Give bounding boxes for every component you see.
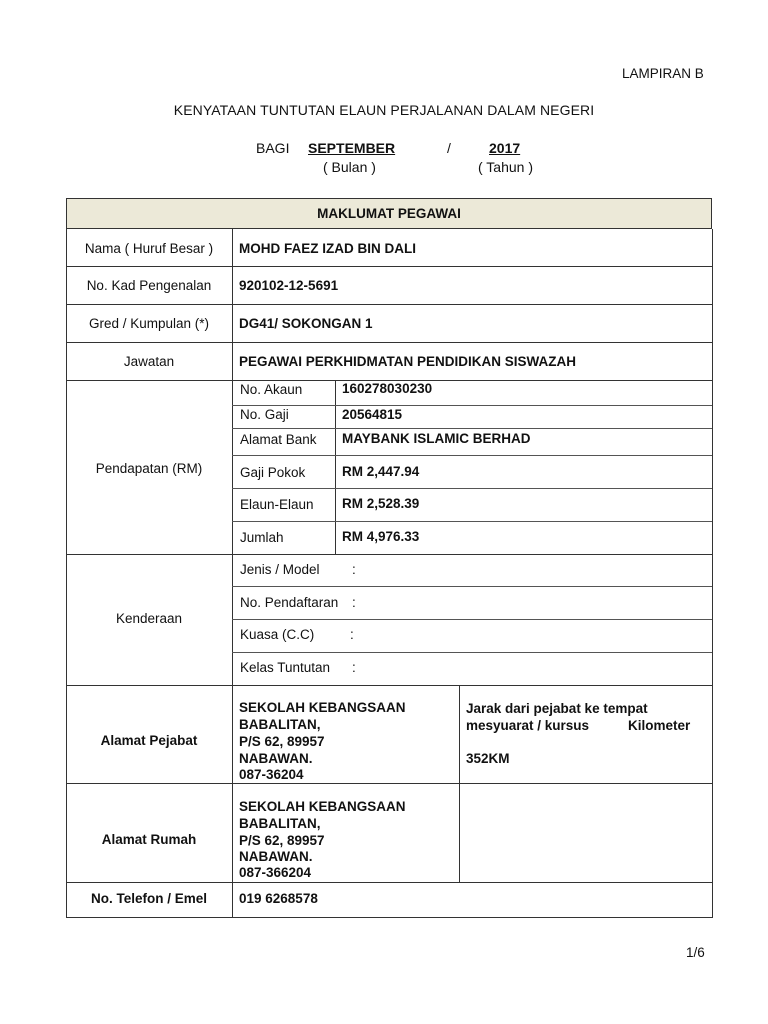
no-pendaftaran-label: No. Pendaftaran xyxy=(240,595,339,610)
jenis-model-colon: : xyxy=(352,562,356,577)
alamat-bank-value: MAYBANK ISLAMIC BERHAD xyxy=(342,431,531,446)
rumah-line-3: P/S 62, 89957 xyxy=(239,833,325,848)
sub-row-divider xyxy=(232,619,712,620)
tahun-value: 2017 xyxy=(489,140,521,156)
jenis-model-label: Jenis / Model xyxy=(240,562,320,577)
sub-row-divider xyxy=(232,455,712,456)
section-header: MAKLUMAT PEGAWAI xyxy=(66,198,712,229)
no-akaun-value: 160278030230 xyxy=(342,381,433,396)
jarak-line-2a: mesyuarat / kursus xyxy=(466,718,590,733)
row-divider xyxy=(66,917,713,918)
period-separator: / xyxy=(447,140,451,156)
rumah-line-2: BABALITAN, xyxy=(239,816,321,831)
pejabat-line-3: P/S 62, 89957 xyxy=(239,734,325,749)
pendapatan-divider xyxy=(335,380,336,554)
elaun-label: Elaun-Elaun xyxy=(240,497,314,512)
alamat-rumah-label: Alamat Rumah xyxy=(101,832,197,847)
jarak-line-1: Jarak dari pejabat ke tempat xyxy=(466,701,648,716)
pejabat-line-2: BABALITAN, xyxy=(239,717,321,732)
document-title: KENYATAAN TUNTUTAN ELAUN PERJALANAN DALAM NEGERI xyxy=(173,102,595,118)
sub-row-divider xyxy=(232,586,712,587)
sub-row-divider xyxy=(232,652,712,653)
alamat-bank-label: Alamat Bank xyxy=(240,432,317,447)
jumlah-label: Jumlah xyxy=(240,530,284,545)
bulan-hint: ( Bulan ) xyxy=(323,159,376,175)
gaji-pokok-value: RM 2,447.94 xyxy=(342,464,420,479)
ic-value: 920102-12-5691 xyxy=(239,278,339,293)
rumah-line-1: SEKOLAH KEBANGSAAN xyxy=(239,799,406,814)
jawatan-label: Jawatan xyxy=(123,354,175,369)
gred-value: DG41/ SOKONGAN 1 xyxy=(239,316,373,331)
jarak-line-2b: Kilometer xyxy=(628,718,691,733)
nama-label: Nama ( Huruf Besar ) xyxy=(84,241,214,256)
kelas-tuntutan-label: Kelas Tuntutan xyxy=(240,660,331,675)
jawatan-value: PEGAWAI PERKHIDMATAN PENDIDIKAN SISWAZAH xyxy=(239,354,577,369)
bulan-value: SEPTEMBER xyxy=(308,140,396,156)
row-divider xyxy=(66,783,712,784)
row-divider xyxy=(66,882,712,883)
telefon-value: 019 6268578 xyxy=(239,891,318,906)
gred-label: Gred / Kumpulan (*) xyxy=(88,316,210,331)
pejabat-line-4: NABAWAN. xyxy=(239,751,313,766)
sub-row-divider xyxy=(232,521,712,522)
kenderaan-label: Kenderaan xyxy=(115,611,183,626)
ic-label: No. Kad Pengenalan xyxy=(86,278,212,293)
kuasa-colon: : xyxy=(350,627,354,642)
kelas-tuntutan-colon: : xyxy=(352,660,356,675)
page-number: 1/6 xyxy=(686,945,705,960)
table-border-left xyxy=(66,229,67,918)
sub-row-divider xyxy=(232,488,712,489)
rumah-line-4: NABAWAN. xyxy=(239,849,313,864)
sub-row-divider xyxy=(232,405,712,406)
jumlah-value: RM 4,976.33 xyxy=(342,529,420,544)
pejabat-line-5: 087-36204 xyxy=(239,767,304,782)
row-divider xyxy=(66,554,712,555)
nama-value: MOHD FAEZ IZAD BIN DALI xyxy=(239,241,416,256)
table-border-right xyxy=(712,229,713,918)
jarak-value: 352KM xyxy=(466,751,510,766)
kuasa-label: Kuasa (C.C) xyxy=(240,627,315,642)
column-divider xyxy=(232,229,233,918)
telefon-label: No. Telefon / Emel xyxy=(90,891,207,906)
elaun-value: RM 2,528.39 xyxy=(342,496,420,511)
gaji-pokok-label: Gaji Pokok xyxy=(240,465,306,480)
row-divider xyxy=(66,685,712,686)
no-gaji-label: No. Gaji xyxy=(240,407,289,422)
pejabat-line-1: SEKOLAH KEBANGSAAN xyxy=(239,700,406,715)
sub-row-divider xyxy=(232,428,712,429)
alamat-pejabat-label: Alamat Pejabat xyxy=(100,733,198,748)
bagi-label: BAGI xyxy=(256,140,290,156)
row-divider xyxy=(66,266,712,267)
no-akaun-label: No. Akaun xyxy=(240,382,303,397)
pendapatan-label: Pendapatan (RM) xyxy=(95,461,203,476)
no-gaji-value: 20564815 xyxy=(342,407,403,422)
row-divider xyxy=(66,342,712,343)
row-divider xyxy=(66,304,712,305)
no-pendaftaran-colon: : xyxy=(352,595,356,610)
rumah-line-5: 087-366204 xyxy=(239,865,312,880)
lampiran-label: LAMPIRAN B xyxy=(622,66,704,81)
tahun-hint: ( Tahun ) xyxy=(478,159,533,175)
